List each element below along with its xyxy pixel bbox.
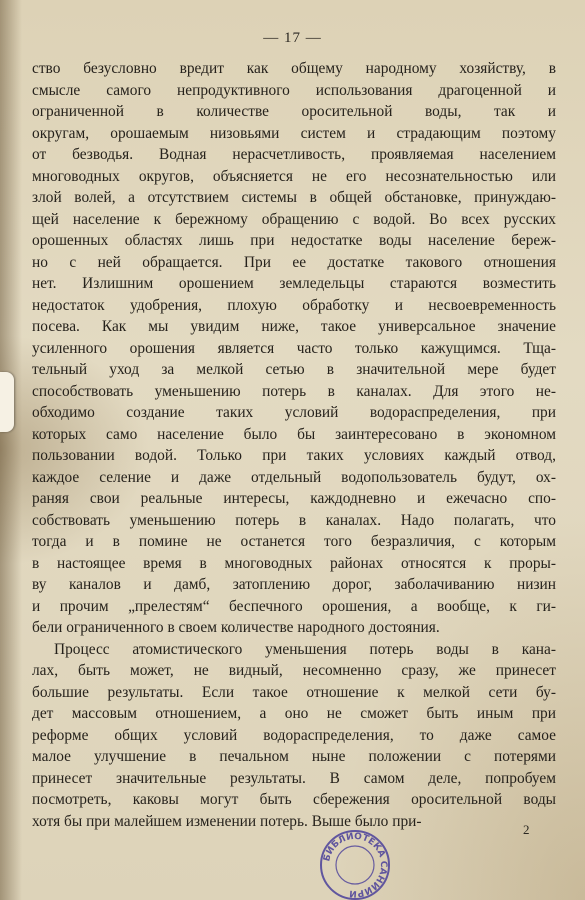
text-line: ство безусловно вредит как общему народному хозяйству, в	[32, 60, 556, 77]
text-line: хотя бы при малейшем изменении потерь. Выше было при-	[32, 812, 422, 830]
library-stamp	[318, 828, 392, 900]
text-line: многоводных округов, объясняется не его несознательностью или	[32, 167, 556, 185]
text-line: усиленного орошения является часто только кажущимся. Тща-	[32, 339, 556, 357]
text-line: малое улучшение в печальном ныне положении с потерями	[32, 748, 556, 765]
page-number: — 17 —	[263, 30, 322, 46]
text-line: большие результаты. Если такое отношение к мелкой сети бу-	[32, 683, 556, 701]
text-line: которых само население было бы заинтересовано в экономном	[32, 425, 556, 443]
paper-tear	[0, 372, 14, 432]
text-line: нет. Излишним орошением земледельцы стараются возместить	[32, 275, 556, 292]
svg-text:БИБЛИОТЕКА САНИИРИ	[322, 832, 388, 898]
text-line: смысле самого непродуктивного использования драгоценной и	[32, 81, 556, 99]
text-line: способствовать уменьшению потерь в каналах. Для этого не-	[32, 382, 556, 400]
text-line: щей население к бережному обращению с водой. Во всех русских	[32, 210, 556, 228]
text-line: обходимо создание таких условий водораспределения, при	[32, 404, 556, 421]
text-line: дет массовым отношением, а оно не сможет быть иным при	[32, 705, 556, 722]
text-line: пользовании водой. Только при таких условиях каждый отвод,	[32, 447, 556, 464]
text-line: бели ограниченного в своем количестве народного достояния.	[32, 619, 440, 636]
text-line: лах, быть может, не видный, несомненно сразу, же принесет	[32, 662, 556, 679]
text-line: ограниченной в количестве оросительной воды, так и	[32, 103, 556, 120]
text-line: реформе общих условий водораспределения, то даже самое	[32, 726, 556, 744]
text-line: посмотреть, каковы могут быть сбережения оросительной воды	[32, 791, 556, 808]
text-line: каждое селение и даже отдельный водопользователь будут, ох-	[32, 468, 556, 486]
text-line: недостаток удобрения, плохую обработку и несвоевременность	[32, 296, 556, 314]
page-fold-shadow	[0, 0, 22, 900]
text-line: посева. Как мы увидим ниже, такое универсальное значение	[32, 318, 556, 335]
text-line: принесет значительные результаты. В самом деле, попробуем	[32, 769, 556, 787]
stamp-text: БИБЛИОТЕКА САНИИРИ	[322, 831, 389, 899]
text-line: от безводья. Водная нерасчетливость, проявляемая населением	[32, 146, 556, 163]
text-line: орошенных областях лишь при недостатке воды население береж-	[32, 232, 556, 249]
text-line: в настоящее время в многоводных районах относятся к проры-	[32, 554, 556, 572]
text-line: Процесс атомистического уменьшения потерь воды в кана-	[54, 640, 556, 658]
text-line: округам, орошаемым низовьями систем и страдающим поэтому	[32, 124, 556, 142]
text-line: раняя свои реальные интересы, каждодневно и ежечасно спо-	[32, 490, 556, 507]
body-text	[32, 58, 556, 832]
text-line: но с ней обращается. При ее достатке такового отношения	[32, 253, 556, 271]
signature-mark: 2	[523, 822, 530, 837]
text-line: ву каналов и дамб, затоплению дорог, заболачиванию низин	[32, 576, 556, 593]
text-line: злой волей, а отсутствием системы в общей обстановке, принуждаю-	[32, 189, 556, 206]
text-line: и прочим „прелестям“ беспечного орошения, а вообще, к ги-	[32, 597, 556, 615]
text-line: тогда и в помине не останется того безразличия, с которым	[32, 533, 556, 550]
text-line: тельный уход за мелкой сетью в значительной мере будет	[32, 361, 556, 378]
text-line: собствовать уменьшению потерь в каналах. Надо полагать, что	[32, 511, 556, 529]
